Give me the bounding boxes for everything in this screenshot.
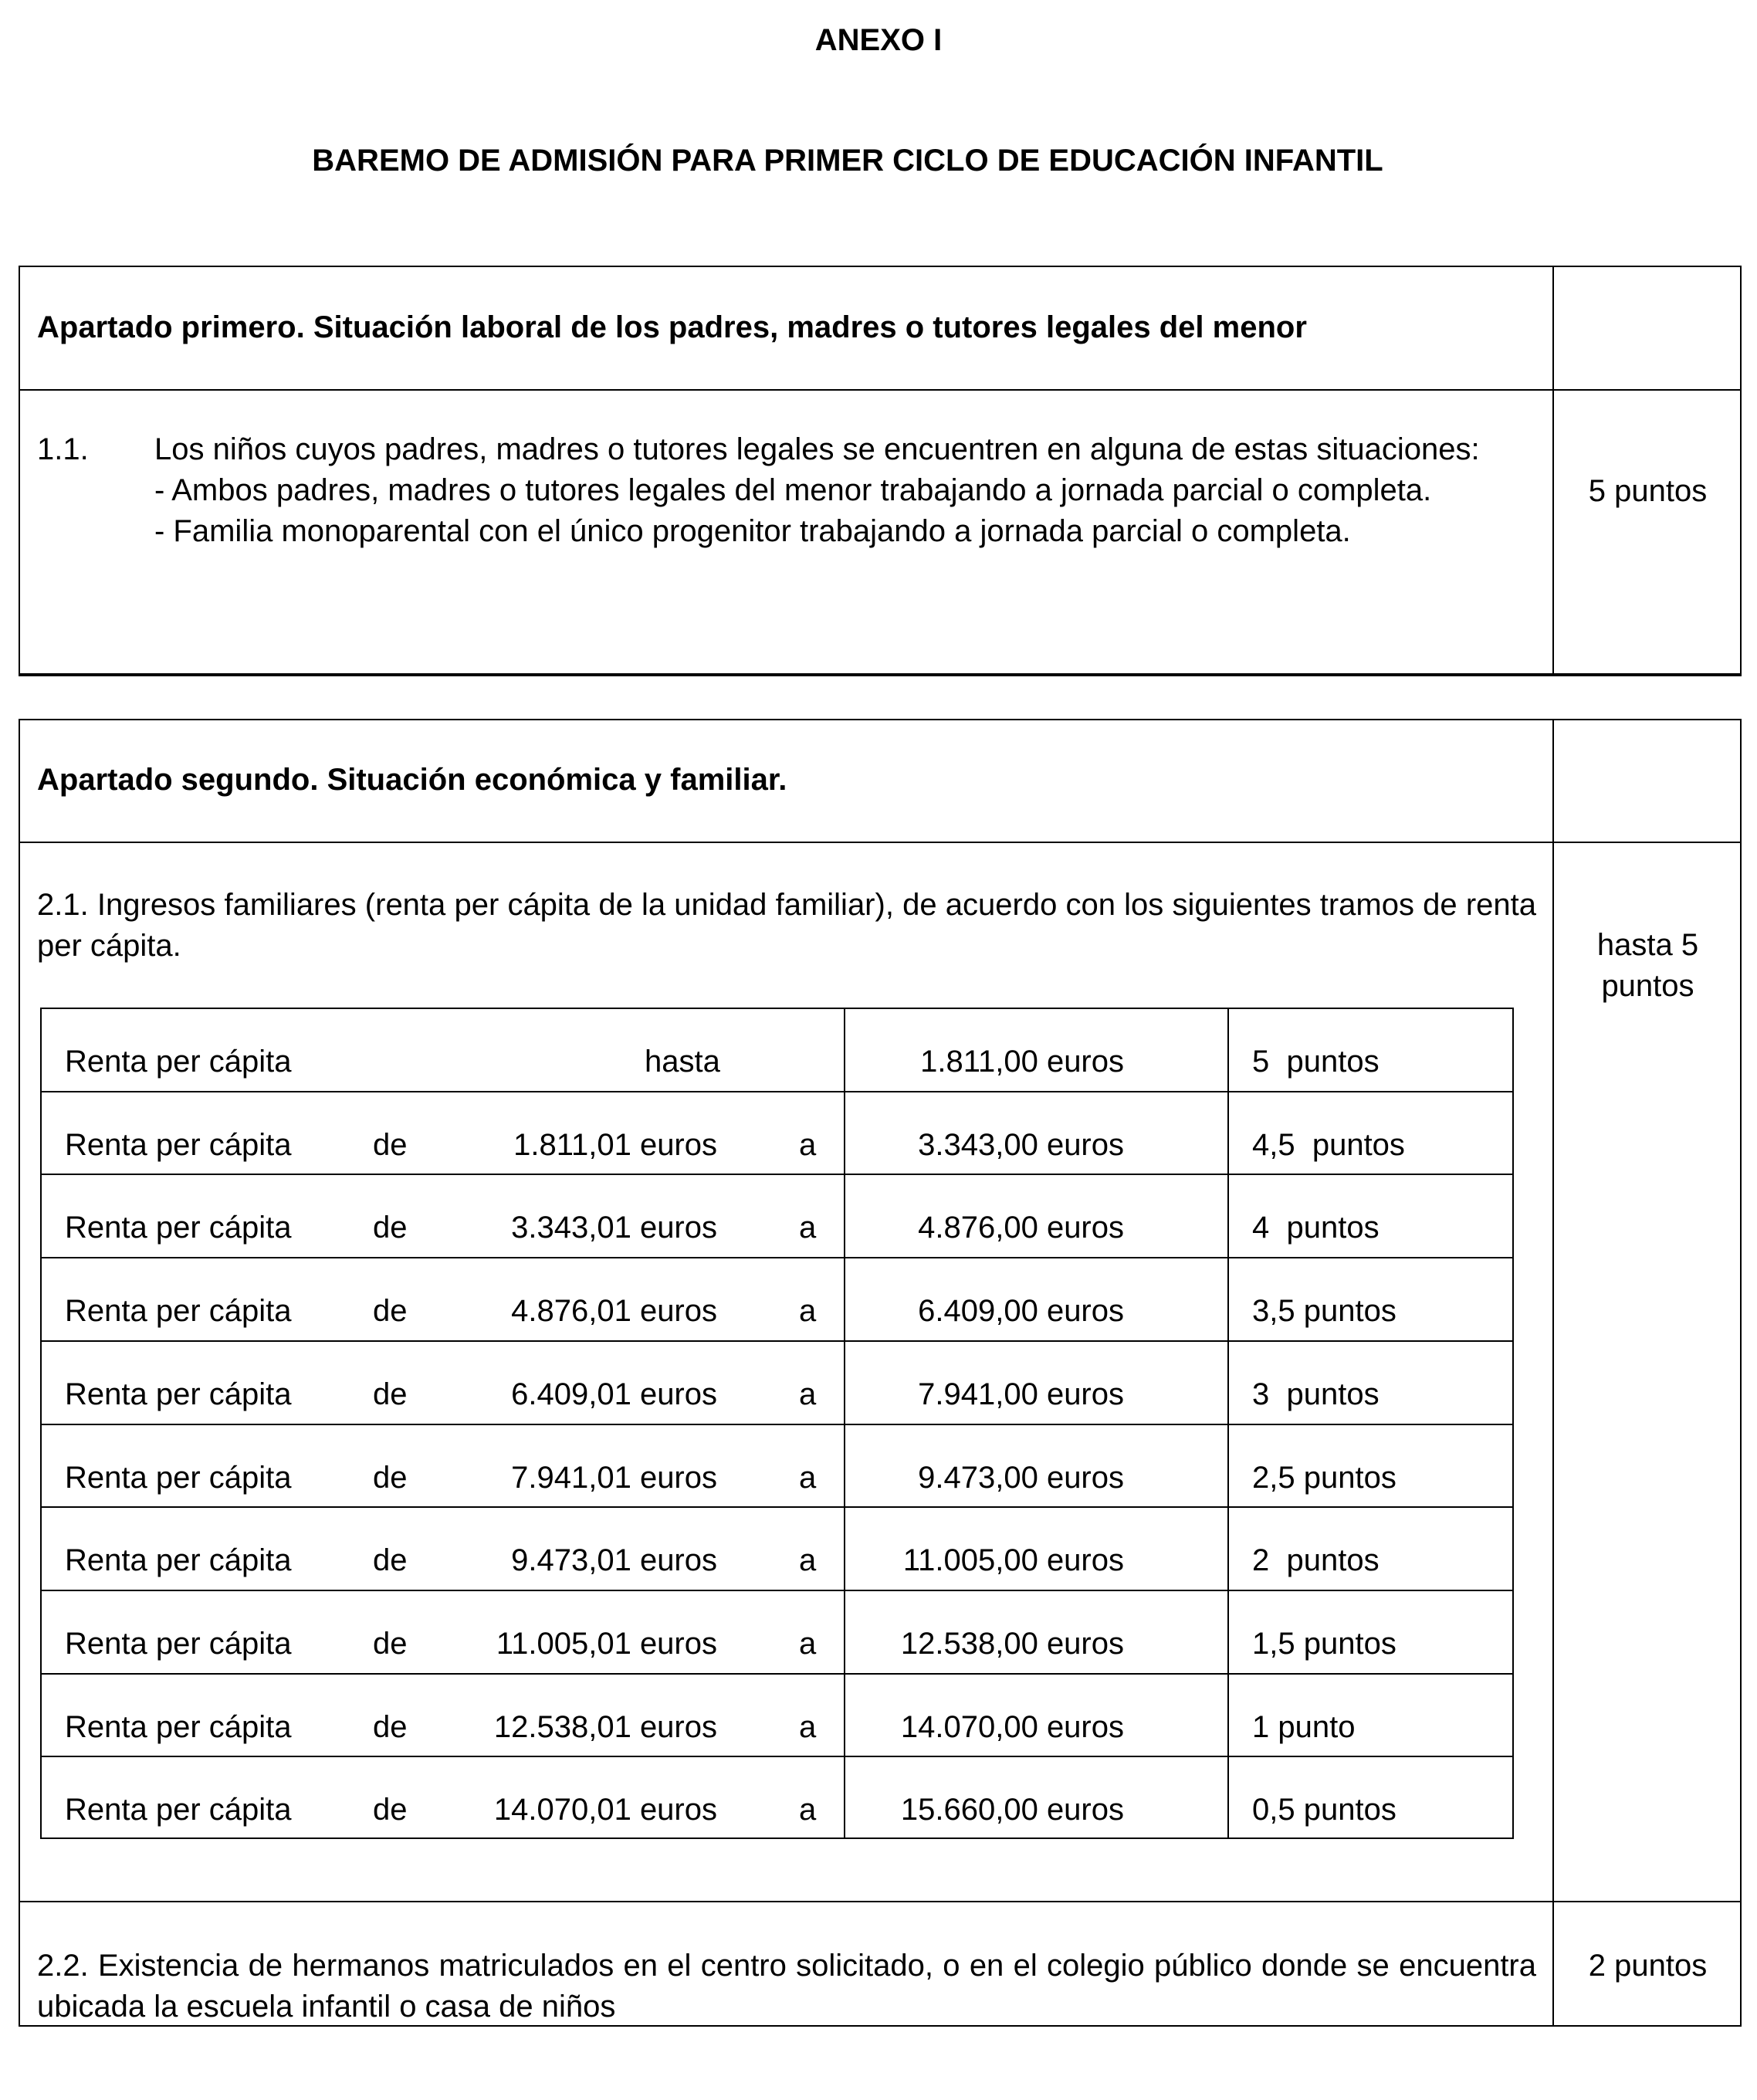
row-points: 0,5 puntos	[1252, 1793, 1396, 1827]
section1-column-divider	[1552, 266, 1554, 675]
row-to-amount: 6.409,00 euros	[918, 1294, 1124, 1329]
row-hasta: hasta	[645, 1045, 720, 1079]
row-points: 5 puntos	[1252, 1045, 1380, 1079]
row-a: a	[799, 1211, 817, 1245]
row-de: de	[373, 1543, 408, 1578]
row-label: Renta per cápita	[65, 1460, 292, 1495]
item-1-1-number: 1.1.	[37, 432, 89, 466]
row-points: 1,5 puntos	[1252, 1626, 1396, 1661]
row-label: Renta per cápita	[65, 1793, 292, 1827]
section1-divider	[19, 389, 1742, 391]
item-1-1-bullet-2: - Familia monoparental con el único progenitor trabajando a jornada parcial o completa.	[154, 514, 1351, 548]
row-from-amount: 6.409,01 euros	[511, 1377, 717, 1411]
section2-heading: Apartado segundo. Situación económica y familiar.	[37, 763, 787, 797]
income-table-row-divider	[40, 1424, 1514, 1425]
item-1-1-points: 5 puntos	[1588, 474, 1708, 508]
row-from-amount: 4.876,01 euros	[511, 1294, 717, 1329]
income-table-row-divider	[40, 1756, 1514, 1757]
item-2-1-text: 2.1. Ingresos familiares (renta per cápita de la unidad familiar), de acuerdo con los siguientes tramos de renta per cápita.	[37, 888, 1536, 963]
document-title: BAREMO DE ADMISIÓN PARA PRIMER CICLO DE EDUCACIÓN INFANTIL	[312, 144, 1383, 178]
item-2-2-points: 2 puntos	[1588, 1949, 1708, 1983]
row-to-amount: 9.473,00 euros	[918, 1460, 1124, 1495]
row-points: 4 puntos	[1252, 1211, 1380, 1245]
row-de: de	[373, 1127, 408, 1162]
row-label: Renta per cápita	[65, 1127, 292, 1162]
row-to-amount: 12.538,00 euros	[900, 1626, 1124, 1661]
annex-title: ANEXO I	[814, 23, 943, 57]
row-from-amount: 3.343,01 euros	[511, 1211, 717, 1245]
row-from-amount: 9.473,01 euros	[511, 1543, 717, 1578]
row-to-amount: 14.070,00 euros	[900, 1709, 1124, 1744]
row-de: de	[373, 1460, 408, 1495]
row-points: 3 puntos	[1252, 1377, 1380, 1411]
income-table-row-divider	[40, 1590, 1514, 1591]
item-1-1-bullet-1: - Ambos padres, madres o tutores legales del menor trabajando a jornada parcial o completa.	[154, 473, 1432, 507]
row-to-amount: 11.005,00 euros	[902, 1543, 1124, 1578]
row-a: a	[799, 1377, 817, 1411]
item-2-1-points	[1554, 925, 1742, 1007]
income-table-row	[40, 1091, 1514, 1174]
row-to-amount: 1.811,00 euros	[920, 1045, 1124, 1079]
row-de: de	[373, 1211, 408, 1245]
section2-column-divider	[1552, 719, 1554, 2027]
row-de: de	[373, 1709, 408, 1744]
section1-heading: Apartado primero. Situación laboral de los padres, madres o tutores legales del menor	[37, 310, 1307, 344]
row-points: 4,5 puntos	[1252, 1127, 1405, 1162]
row-de: de	[373, 1793, 408, 1827]
row-label: Renta per cápita	[65, 1709, 292, 1744]
income-table-row	[40, 1506, 1514, 1590]
row-points: 2,5 puntos	[1252, 1460, 1396, 1495]
row-label: Renta per cápita	[65, 1045, 292, 1079]
row-to-amount: 7.941,00 euros	[918, 1377, 1124, 1411]
row-points: 1 punto	[1252, 1709, 1356, 1744]
row-label: Renta per cápita	[65, 1626, 292, 1661]
row-to-amount: 3.343,00 euros	[918, 1127, 1124, 1162]
item-1-1-text	[154, 429, 1536, 552]
row-from-amount: 12.538,01 euros	[493, 1709, 717, 1744]
income-table-row-divider	[40, 1506, 1514, 1508]
row-a: a	[799, 1626, 817, 1661]
row-label: Renta per cápita	[65, 1543, 292, 1578]
row-a: a	[799, 1543, 817, 1578]
income-table-row-divider	[40, 1174, 1514, 1175]
income-table-row	[40, 1340, 1514, 1424]
row-points: 3,5 puntos	[1252, 1294, 1396, 1329]
income-table-row	[40, 1673, 1514, 1756]
income-table-row-divider	[40, 1257, 1514, 1258]
income-table-row	[40, 1257, 1514, 1340]
row-from-amount: 14.070,01 euros	[493, 1793, 717, 1827]
row-to-amount: 4.876,00 euros	[918, 1211, 1124, 1245]
row-from-amount: 11.005,01 euros	[496, 1626, 717, 1661]
row-points: 2 puntos	[1252, 1543, 1380, 1578]
income-table-row	[40, 1008, 1514, 1091]
row-de: de	[373, 1294, 408, 1329]
row-from-amount: 1.811,01 euros	[513, 1127, 717, 1162]
row-de: de	[373, 1626, 408, 1661]
row-a: a	[799, 1460, 817, 1495]
row-label: Renta per cápita	[65, 1377, 292, 1411]
income-table-row-divider	[40, 1340, 1514, 1342]
row-de: de	[373, 1377, 408, 1411]
item-2-1-points-line1: hasta 5	[1596, 928, 1699, 962]
income-table-row	[40, 1424, 1514, 1507]
row-a: a	[799, 1793, 817, 1827]
income-table-row	[40, 1590, 1514, 1673]
row-a: a	[799, 1709, 817, 1744]
row-label: Renta per cápita	[65, 1294, 292, 1329]
section2-divider-2-2	[19, 1901, 1742, 1902]
row-from-amount: 7.941,01 euros	[511, 1460, 717, 1495]
row-label: Renta per cápita	[65, 1211, 292, 1245]
section2-divider-header	[19, 842, 1742, 843]
item-1-1-intro: Los niños cuyos padres, madres o tutores legales se encuentren en alguna de estas situaciones:	[154, 432, 1480, 466]
row-a: a	[799, 1127, 817, 1162]
row-to-amount: 15.660,00 euros	[900, 1793, 1124, 1827]
income-table-row	[40, 1756, 1514, 1839]
item-2-1-points-line2: puntos	[1601, 969, 1694, 1003]
income-table-row	[40, 1174, 1514, 1257]
row-a: a	[799, 1294, 817, 1329]
item-2-2-text: 2.2. Existencia de hermanos matriculados en el centro solicitado, o en el colegio público donde se encuentra ubicada la escuela infantil o casa de niños	[37, 1949, 1536, 2024]
income-table-row-divider	[40, 1673, 1514, 1675]
income-table-row-divider	[40, 1091, 1514, 1092]
